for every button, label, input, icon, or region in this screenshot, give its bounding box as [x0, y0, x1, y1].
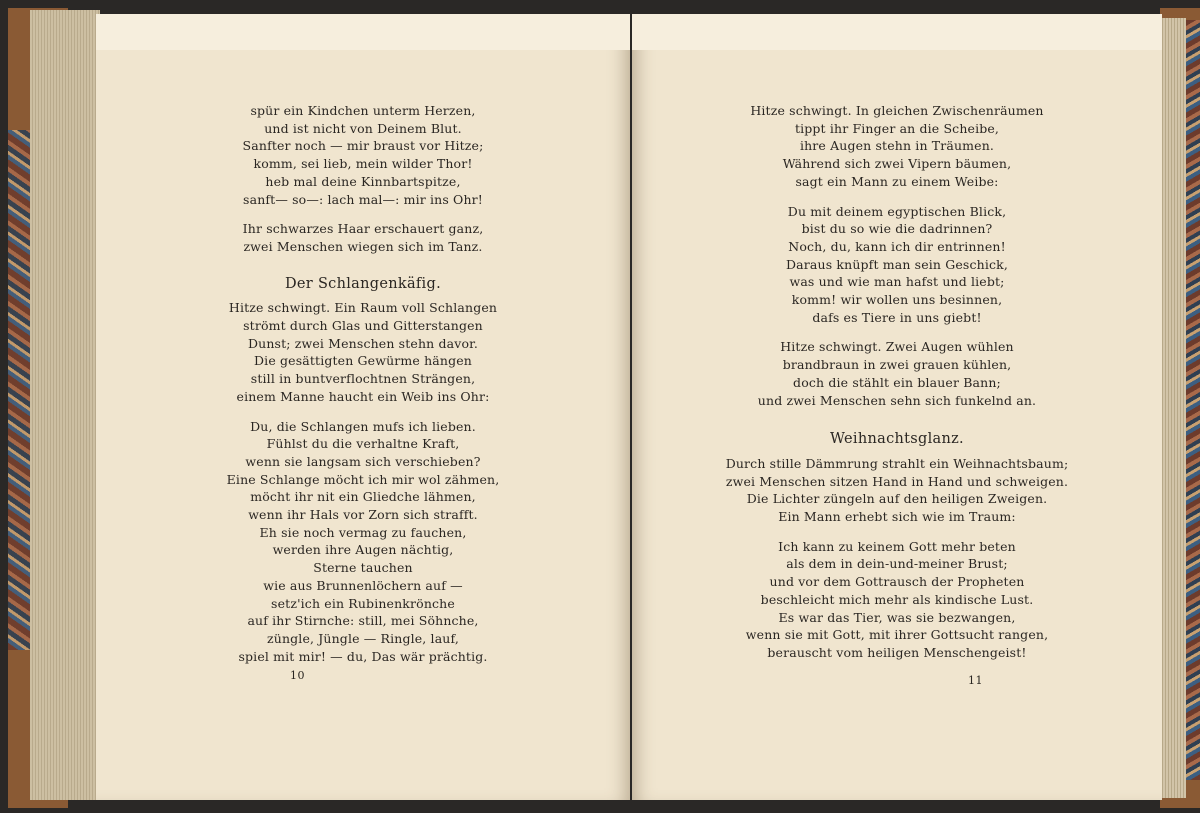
verse-line: wenn sie langsam sich verschieben?: [245, 453, 481, 469]
verse-line: Durch stille Dämmrung strahlt ein Weihnachtsbaum;: [725, 455, 1069, 471]
verse-line: wie aus Brunnenlöchern auf —: [263, 577, 463, 593]
verse-line: einem Manne haucht ein Weib ins Ohr:: [236, 388, 490, 404]
verse-line: Du, die Schlangen mufs ich lieben.: [250, 418, 476, 434]
verse-line: Hitze schwingt. Zwei Augen wühlen: [780, 339, 1014, 355]
stanza: [96, 220, 630, 255]
marbled-edge-right: [1186, 20, 1200, 780]
stanza: [96, 299, 630, 405]
stanza: [632, 338, 1162, 409]
poem-title: Der Schlangenkäfig.: [285, 275, 441, 292]
verse-line: spiel mit mir! — du, Das wär prächtig.: [238, 648, 488, 664]
stanza: [96, 102, 630, 208]
poem-title: Weihnachtsglanz.: [830, 431, 964, 448]
page-number: 10: [290, 669, 305, 682]
verse-line: berauscht vom heiligen Menschengeist!: [767, 644, 1027, 660]
page-number: 11: [968, 674, 983, 687]
verse-line: werden ihre Augen nächtig,: [272, 542, 454, 558]
verse-line: ihre Augen stehn in Träumen.: [799, 138, 995, 154]
verse-line: Dunst; zwei Menschen stehn davor.: [247, 335, 478, 351]
page-edges-left: [30, 10, 100, 800]
verse-line: setz'ich ein Rubinenkrönche: [271, 595, 455, 611]
verse-line: Ihr schwarzes Haar erschauert ganz,: [242, 221, 484, 237]
stanza: [632, 455, 1162, 526]
page-top-band: [632, 14, 1162, 50]
stanza: [632, 203, 1162, 327]
verse-line: bist du so wie die dadrinnen?: [801, 221, 993, 237]
stanza: [632, 538, 1162, 662]
verse-line: Die Lichter züngeln auf den heiligen Zweigen.: [746, 491, 1048, 507]
verse-line: möcht ihr nit ein Gliedche lähmen,: [250, 489, 476, 505]
right-page: [632, 14, 1162, 800]
verse-line: Eh sie noch vermag zu fauchen,: [259, 524, 467, 540]
marbled-edge-left: [8, 130, 30, 650]
verse-line: Hitze schwingt. Ein Raum voll Schlangen: [228, 300, 498, 316]
stanza: [96, 418, 630, 666]
page-edges-right: [1160, 18, 1186, 798]
verse-line: und zwei Menschen sehn sich funkelnd an.: [757, 392, 1037, 408]
verse-line: brandbraun in zwei grauen kühlen,: [782, 357, 1012, 373]
verse-line: Sanfter noch — mir braust vor Hitze;: [242, 138, 484, 154]
verse-line: und ist nicht von Deinem Blut.: [264, 120, 462, 136]
verse-line: Sterne tauchen: [313, 560, 413, 576]
verse-line: still in buntverflochtnen Strängen,: [250, 371, 476, 387]
verse-line: spür ein Kindchen unterm Herzen,: [250, 103, 476, 118]
page-top-band: [96, 14, 630, 50]
verse-line: Fühlst du die verhaltne Kraft,: [266, 436, 460, 452]
left-text-column: [96, 102, 630, 665]
verse-line: wenn sie mit Gott, mit ihrer Gottsucht rangen,: [745, 627, 1049, 643]
verse-line: als dem in dein-und-meiner Brust;: [786, 556, 1008, 572]
verse-line: Ein Mann erhebt sich wie im Traum:: [778, 509, 1016, 525]
verse-line: Eine Schlange möcht ich mir wol zähmen,: [226, 471, 500, 487]
left-page: [96, 14, 630, 800]
verse-line: beschleicht mich mehr als kindische Lust.: [760, 591, 1034, 607]
verse-line: sanft— so—: lach mal—: mir ins Ohr!: [243, 191, 483, 207]
verse-line: Du mit deinem egyptischen Blick,: [787, 203, 1007, 219]
verse-line: Es war das Tier, was sie bezwangen,: [778, 609, 1016, 625]
verse-line: komm! wir wollen uns besinnen,: [791, 292, 1003, 308]
verse-line: heb mal deine Kinnbartspitze,: [265, 173, 461, 189]
verse-line: zwei Menschen wiegen sich im Tanz.: [243, 238, 483, 254]
verse-line: Hitze schwingt. In gleichen Zwischenräumen: [750, 103, 1044, 118]
verse-line: Noch, du, kann ich dir entrinnen!: [788, 238, 1006, 254]
verse-line: was und wie man hafst und liebt;: [789, 274, 1005, 290]
verse-line: Während sich zwei Vipern bäumen,: [782, 156, 1012, 172]
stanza: [632, 102, 1162, 191]
verse-line: auf ihr Stirnche: still, mei Söhnche,: [247, 613, 479, 629]
verse-line: wenn ihr Hals vor Zorn sich strafft.: [248, 507, 478, 523]
right-text-column: [632, 102, 1162, 662]
verse-line: züngle, Jüngle — Ringle, lauf,: [267, 630, 459, 646]
verse-line: doch die stählt ein blauer Bann;: [793, 374, 1001, 390]
verse-line: strömt durch Glas und Gitterstangen: [243, 318, 483, 334]
verse-line: komm, sei lieb, mein wilder Thor!: [253, 156, 473, 172]
verse-line: sagt ein Mann zu einem Weibe:: [795, 173, 999, 189]
verse-line: zwei Menschen sitzen Hand in Hand und schweigen.: [725, 473, 1069, 489]
verse-line: Die gesättigten Gewürme hängen: [254, 353, 472, 369]
verse-line: dafs es Tiere in uns giebt!: [812, 309, 982, 325]
verse-line: tippt ihr Finger an die Scheibe,: [794, 120, 1000, 136]
verse-line: Ich kann zu keinem Gott mehr beten: [778, 538, 1016, 554]
verse-line: und vor dem Gottrausch der Propheten: [769, 574, 1025, 590]
verse-line: Daraus knüpft man sein Geschick,: [786, 256, 1008, 272]
